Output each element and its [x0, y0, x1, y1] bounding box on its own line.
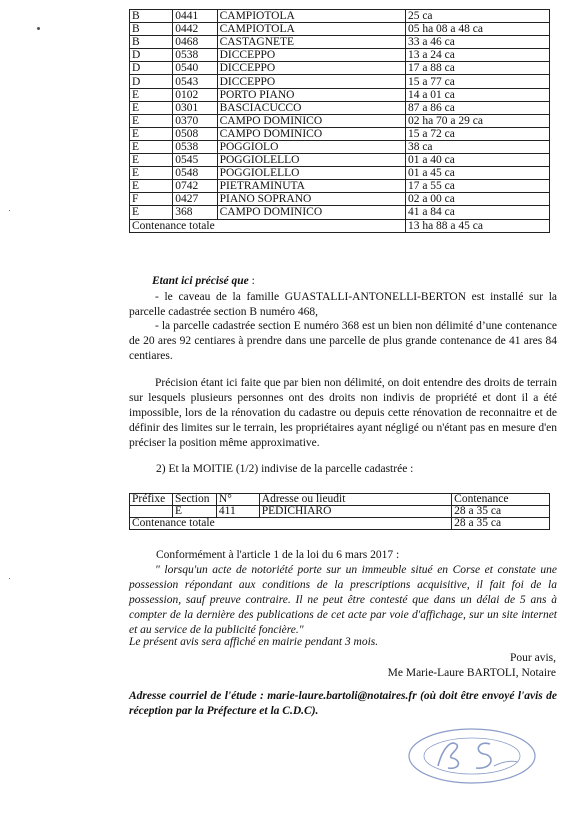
parcel-section: E — [130, 101, 173, 114]
parcel-numero: 0742 — [173, 180, 217, 193]
parcel-section: B — [130, 36, 173, 49]
parcel-contenance: 15 a 77 ca — [405, 75, 549, 88]
loi-affichage: Le présent avis sera affiché en mairie pendant 3 mois. — [129, 636, 379, 648]
parcel-lieudit: PIETRAMINUTA — [217, 180, 405, 193]
parcel-section: D — [130, 75, 173, 88]
parcel-numero: 0545 — [173, 154, 217, 167]
parcel-lieudit: CAMPIOTOLA — [217, 10, 405, 23]
parcel-row — [130, 75, 550, 88]
parcel-section: F — [130, 193, 173, 206]
loi-quote: " lorsqu'un acte de notoriété porte sur un immeuble situé en Corse et constate une possession répondant aux conditions de la prescriptions acquisitive, il fait foi de la possession, sauf preuve contraire. Il ne peut être contesté que dans un délai de 5 ans à compter de la dernière des publications de cet acte par voie d'affichage, sur un site internet et au service de la publicité foncière." — [129, 564, 557, 636]
parcel-row — [130, 127, 550, 140]
signature-flourish — [494, 761, 518, 766]
pour-avis: Pour avis, — [510, 652, 556, 664]
precision-item-2: - la parcelle cadastrée section E numéro 368 est un bien non délimité d’une contenance de 20 ares 92 centiares à prendre dans une parcelle de plus grande contenance de 41 ares 84 centiares. — [129, 320, 557, 362]
parcel-row — [130, 23, 550, 36]
adresse-courriel: Adresse courriel de l'étude : marie-laure.bartoli@notaires.fr (où doit être envoyé l'avis de réception par la Préfecture et la C.D.C). — [129, 690, 557, 717]
header-contenance: Contenance — [452, 494, 550, 506]
parcel-numero: 0442 — [173, 23, 217, 36]
parcel-numero: 0102 — [173, 88, 217, 101]
parcel-section: B — [130, 23, 173, 36]
stamp-inner-ring — [424, 738, 520, 774]
scan-speck — [9, 210, 10, 211]
moitie-contenance: 28 a 35 ca — [452, 506, 550, 518]
parcel-section: E — [130, 180, 173, 193]
parcel-section: E — [130, 114, 173, 127]
parcel-section: D — [130, 62, 173, 75]
parcel-row — [130, 154, 550, 167]
parcel-numero: 0538 — [173, 140, 217, 153]
moitie-total-value: 28 a 35 ca — [452, 518, 550, 530]
parcel-lieudit: DICCEPPO — [217, 75, 405, 88]
parcel-contenance: 02 ha 70 a 29 ca — [405, 114, 549, 127]
parcels-table — [129, 9, 550, 233]
parcel-row — [130, 114, 550, 127]
parcel-numero: 0543 — [173, 75, 217, 88]
parcel-section: E — [130, 154, 173, 167]
parcel-numero: 0441 — [173, 10, 217, 23]
parcel-numero: 0468 — [173, 36, 217, 49]
parcel-contenance: 17 a 55 ca — [405, 180, 549, 193]
parcel-section: B — [130, 10, 173, 23]
parcel-lieudit: POGGIOLO — [217, 140, 405, 153]
parcel-lieudit: POGGIOLELLO — [217, 154, 405, 167]
header-lieudit: Adresse ou lieudit — [259, 494, 451, 506]
parcel-numero: 0301 — [173, 101, 217, 114]
parcel-lieudit: PIANO SOPRANO — [217, 193, 405, 206]
moitie-table — [129, 493, 550, 530]
parcel-contenance: 38 ca — [405, 140, 549, 153]
parcel-lieudit: CAMPO DOMINICO — [217, 206, 405, 219]
parcel-row — [130, 167, 550, 180]
moitie-row — [130, 506, 550, 518]
parcel-section: D — [130, 49, 173, 62]
parcel-contenance: 01 a 40 ca — [405, 154, 549, 167]
parcel-lieudit: PORTO PIANO — [217, 88, 405, 101]
parcel-lieudit: CAMPIOTOLA — [217, 23, 405, 36]
parcels-total-row — [130, 219, 550, 232]
parcel-numero: 0540 — [173, 62, 217, 75]
parcels-table-body — [130, 10, 550, 220]
parcel-numero: 0508 — [173, 127, 217, 140]
precision-heading-colon: : — [248, 275, 255, 287]
notary-stamp — [402, 722, 542, 790]
parcels-total-label: Contenance totale — [130, 219, 406, 232]
signature-stroke-b — [438, 743, 458, 768]
parcel-row — [130, 88, 550, 101]
header-section: Section — [172, 494, 216, 506]
parcel-row — [130, 10, 550, 23]
moitie-lieudit: PEDICHIARO — [259, 506, 451, 518]
parcel-lieudit: BASCIACUCCO — [217, 101, 405, 114]
moitie-intro: 2) Et la MOITIE (1/2) indivise de la parcelle cadastrée : — [156, 463, 414, 475]
moitie-total-row — [130, 518, 550, 530]
parcel-contenance: 13 a 24 ca — [405, 49, 549, 62]
parcel-row — [130, 49, 550, 62]
parcel-numero: 0370 — [173, 114, 217, 127]
parcel-section: E — [130, 167, 173, 180]
parcel-contenance: 01 a 45 ca — [405, 167, 549, 180]
parcel-row — [130, 62, 550, 75]
parcel-section: E — [130, 206, 173, 219]
parcel-contenance: 05 ha 08 a 48 ca — [405, 23, 549, 36]
header-numero: N° — [216, 494, 259, 506]
moitie-section: E — [172, 506, 216, 518]
loi-intro: Conformément à l'article 1 de la loi du 6 mars 2017 : — [156, 549, 400, 561]
parcel-contenance: 02 a 00 ca — [405, 193, 549, 206]
parcel-section: E — [130, 88, 173, 101]
parcel-row — [130, 36, 550, 49]
header-prefixe: Préfixe — [130, 494, 173, 506]
precision-heading: Etant ici précisé que — [152, 275, 249, 287]
parcel-numero: 0548 — [173, 167, 217, 180]
precision-paragraph: Précision étant ici faite que par bien non délimité, on doit entendre des droits de terrain sur lesquels plusieurs personnes ont des droits non indivis de propriété et dont il a été impossible, lors de la rénovation du cadastre ou depuis cette rénovation de reconnaitre et de définir des limites sur le terrain, les propriétaires ayant négligé ou n'étant pas en mesure d'en préciser la position même approximative. — [129, 377, 557, 449]
parcel-numero: 0538 — [173, 49, 217, 62]
moitie-prefixe — [130, 506, 173, 518]
moitie-total-label: Contenance totale — [130, 518, 452, 530]
scan-speck — [9, 578, 10, 579]
parcel-contenance: 41 a 84 ca — [405, 206, 549, 219]
parcels-total-value: 13 ha 88 a 45 ca — [405, 219, 549, 232]
parcel-numero: 0427 — [173, 193, 217, 206]
parcel-lieudit: CASTAGNETE — [217, 36, 405, 49]
signature-stroke-s — [476, 743, 491, 768]
stamp-outer-ring — [409, 729, 535, 783]
parcel-contenance: 33 a 46 ca — [405, 36, 549, 49]
parcel-section: E — [130, 140, 173, 153]
parcel-contenance: 15 a 72 ca — [405, 127, 549, 140]
parcel-section: E — [130, 127, 173, 140]
moitie-numero: 411 — [216, 506, 259, 518]
parcel-numero: 368 — [173, 206, 217, 219]
parcel-row — [130, 206, 550, 219]
precision-item-1: - le caveau de la famille GUASTALLI-ANTONELLI-BERTON est installé sur la parcelle cadastrée section B numéro 468, — [129, 291, 557, 318]
parcel-contenance: 17 a 88 ca — [405, 62, 549, 75]
parcel-row — [130, 140, 550, 153]
precision-heading-line — [152, 274, 255, 289]
parcel-row — [130, 101, 550, 114]
parcel-row — [130, 193, 550, 206]
parcel-contenance: 87 a 86 ca — [405, 101, 549, 114]
moitie-header-row — [130, 494, 550, 506]
scan-speck — [37, 27, 40, 30]
notaire-name: Me Marie-Laure BARTOLI, Notaire — [387, 667, 556, 679]
parcel-lieudit: CAMPO DOMINICO — [217, 114, 405, 127]
parcel-row — [130, 180, 550, 193]
parcel-lieudit: DICCEPPO — [217, 49, 405, 62]
parcel-contenance: 14 a 01 ca — [405, 88, 549, 101]
parcel-lieudit: POGGIOLELLO — [217, 167, 405, 180]
parcel-lieudit: CAMPO DOMINICO — [217, 127, 405, 140]
parcel-lieudit: DICCEPPO — [217, 62, 405, 75]
parcel-contenance: 25 ca — [405, 10, 549, 23]
